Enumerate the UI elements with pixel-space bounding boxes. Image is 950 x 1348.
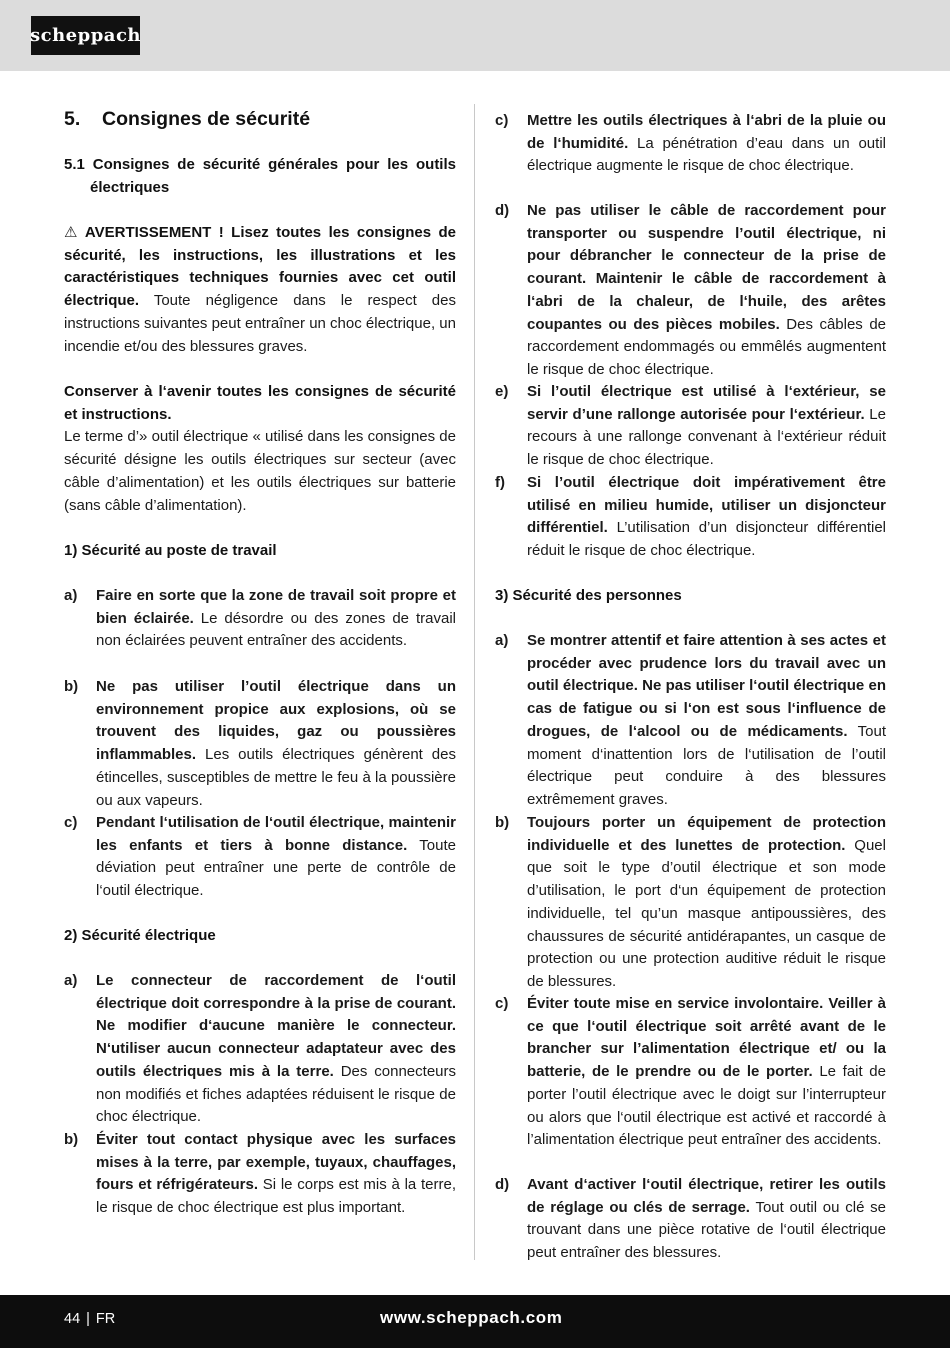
footer-band — [0, 1295, 950, 1348]
header-band — [0, 0, 950, 71]
page-number: 44 — [64, 1311, 81, 1327]
persons-heading: 3) Sécurité des personnes — [495, 587, 682, 604]
warning-paragraph — [64, 222, 456, 358]
keep-text: Le terme d’» outil électrique « utilisé dans les consignes de sécurité désigne les outils électriques sur secteur (avec câble d’alimentation) et les outils électriques sur batterie (sans câble d’alimentation). — [64, 428, 456, 514]
workplace-heading: 1) Sécurité au poste de travail — [64, 542, 277, 559]
section-title-text: Consignes de sécurité — [102, 108, 311, 130]
list-item: d) Avant d‘activer l‘outil électrique, retirer les outils de réglage ou clés de serrage. Tout outil ou clé se trouvant dans une pièce rotative de l‘outil électrique peut entraîner des blessures. — [495, 1176, 886, 1262]
keep-bold: Conserver à l‘avenir toutes les consignes de sécurité et instructions. — [64, 383, 456, 423]
electrical-heading: 2) Sécurité électrique — [64, 927, 216, 944]
subheading-5-1: 5.1 Consignes de sécurité générales pour les outils électriques — [64, 156, 456, 196]
warning-text: Toute négligence dans le respect des instructions suivantes peut entraîner un choc électrique, un incendie et/ou des blessures graves. — [64, 292, 456, 355]
warning-bold: AVERTISSEMENT ! Lisez toutes les consignes de sécurité, les instructions, les illustrations et les caractéristiques techniques fournies avec cet outil électrique. — [64, 224, 457, 310]
list-item: b) Éviter tout contact physique avec les surfaces mises à la terre, par exemple, tuyaux, chauffages, fours et réfrigérateurs. Si le corps est mis à la terre, le risque de choc électrique est plus important. — [64, 1131, 456, 1217]
list-item: f) Si l’outil électrique doit impérativement être utilisé en milieu humide, utiliser un disjoncteur différentiel. L’utilisation d’un disjoncteur différentiel réduit le risque de choc électrique. — [495, 474, 886, 560]
footer-url[interactable]: www.scheppach.com — [380, 1308, 563, 1327]
list-item: d) Ne pas utiliser le câble de raccordement pour transporter ou suspendre l’outil électrique, ni pour débrancher le connecteur de la prise de courant. Maintenir le câble de raccordement à l‘abri de la chaleur, de l‘huile, des arêtes coupantes ou des pièces mobiles. Des câbles de raccordement endommagés ou emmêlés augmentent le risque de choc électrique. — [495, 202, 886, 378]
list-item: a) Se montrer attentif et faire attention à ses actes et procéder avec prudence lors du travail avec un outil électrique. Ne pas utiliser l‘outil électrique en cas de fatigue ou si l‘on est sous l‘influence de drogues, de l‘alcool ou de médicaments. Tout moment d‘inattention lors de l‘utilisation de l’outil électrique peut conduire à des blessures extrêmement graves. — [495, 632, 887, 808]
list-item: a) Le connecteur de raccordement de l‘outil électrique doit correspondre à la prise de courant. Ne modifier d‘aucune manière le connecteur. N‘utiliser aucun connecteur adaptateur avec des outils électriques mis à la terre. Des connecteurs non modifiés et fiches adaptées réduisent le risque de choc électrique. — [64, 972, 456, 1126]
page-indicator — [64, 1311, 115, 1327]
list-item: c) Éviter toute mise en service involontaire. Veiller à ce que l‘outil électrique soit arrêté avant de le brancher sur l’alimentation électrique et/ ou la batterie, de le prendre ou de le porter. Le fait de porter l’outil électrique avec le doigt sur l’interrupteur ou alors que l‘outil électrique est activé et raccordé à l’alimentation électrique peut entraîner des accidents. — [495, 995, 886, 1149]
keep-instructions-paragraph — [64, 381, 456, 517]
list-item: e) Si l’outil électrique est utilisé à l‘extérieur, se servir d’une rallonge autorisée pour l‘extérieur. Le recours à une rallonge convenant à l‘extérieur réduit le risque de choc électrique. — [495, 383, 886, 469]
column-divider — [474, 104, 475, 1260]
list-item: c) Mettre les outils électriques à l‘abri de la pluie ou de l‘humidité. La pénétration d’eau dans un outil électrique augmente le risque de choc électrique. — [495, 112, 886, 175]
list-item: c) Pendant l‘utilisation de l‘outil électrique, maintenir les enfants et tiers à bonne distance. Toute déviation peut entraîner une perte de contrôle de l‘outil électrique. — [64, 814, 456, 900]
warning-triangle-icon: ⚠ — [64, 224, 78, 241]
language-code: FR — [95, 1311, 116, 1327]
section-title — [64, 108, 310, 131]
footer-separator: | — [86, 1311, 90, 1327]
list-item: a) Faire en sorte que la zone de travail soit propre et bien éclairée. Le désordre ou des zones de travail non éclairées peuvent entraîner des accidents. — [64, 587, 456, 650]
list-item: b) Ne pas utiliser l’outil électrique dans un environnement propice aux explosions, où se trouvent des liquides, gaz ou poussières inflammables. Les outils électriques génèrent des étincelles, susceptibles de mettre le feu à la poussière ou aux vapeurs. — [64, 678, 456, 809]
section-number: 5. — [64, 108, 81, 130]
list-item: b) Toujours porter un équipement de protection individuelle et des lunettes de protection. Quel que soit le type d’outil électrique et son mode d’utilisation, le port d‘un équipement de protection individuelle, tel qu’un masque antipoussières, des chaussures de sécurité antidérapantes, un casque de protection ou une protection auditive réduit le risque de blessures. — [495, 814, 886, 990]
scheppach-logo: scheppach — [31, 16, 140, 55]
